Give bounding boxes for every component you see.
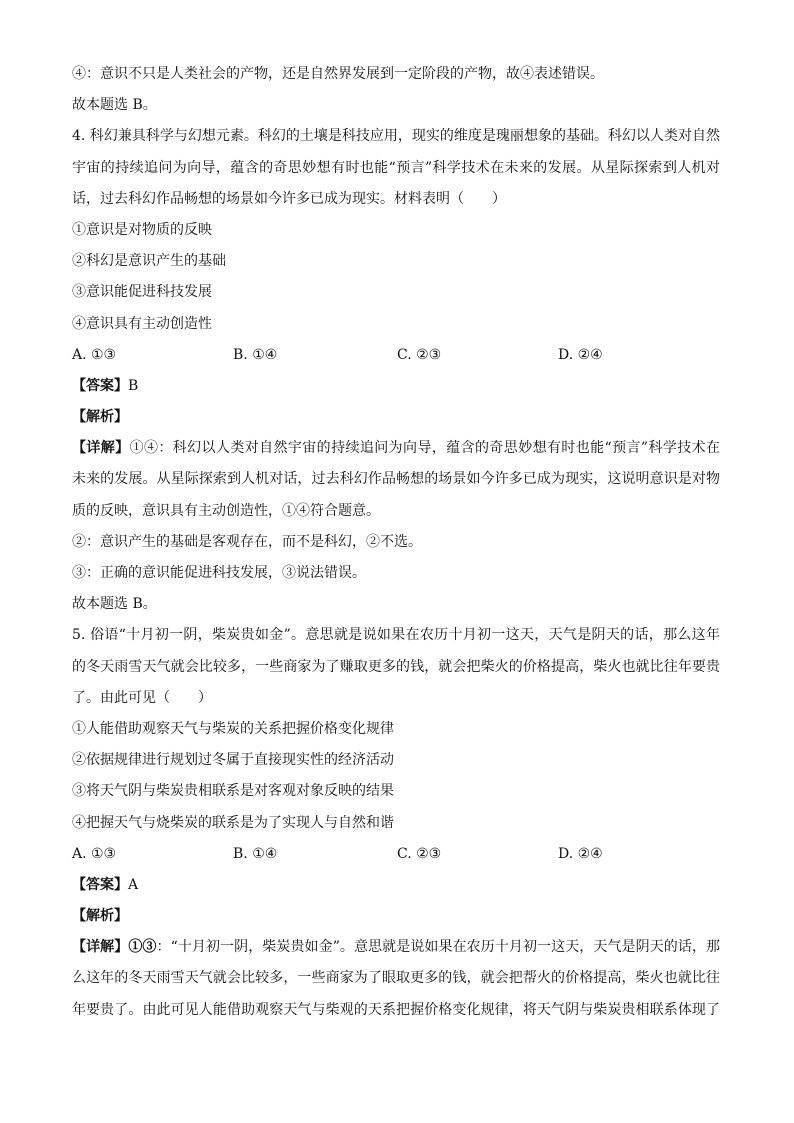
q5-analysis-tag: 【解析】: [72, 908, 128, 925]
q5-detail-text-1: ：“十月初一阴，柴炭贵如金”。意思就是说如果在农历十月初一这天，天气是阴天的话，那: [156, 939, 720, 956]
q5-statement-3: ③将天气阴与柴炭贵相联系是对客观对象反映的结果: [72, 783, 394, 800]
q5-stem-line-2: 的冬天雨雪天气就会比较多，一些商家为了赚取更多的钱，就会把柴火的价格提高，柴火也就比往年要贵: [72, 658, 720, 675]
q5-statement-2: ②依据规律进行规划过冬属于直接现实性的经济活动: [72, 752, 394, 769]
q4-note-3: ③：正确的意识能促进科技发展，③说法错误。: [72, 565, 366, 581]
q5-statement-4: ④把握天气与烧柴炭的联系是为了实现人与自然和谐: [72, 814, 394, 831]
q4-detail-line-1: [72, 433, 720, 464]
q4-answer-tag: 【答案】: [72, 377, 128, 394]
q4-analysis-tag: 【解析】: [72, 409, 128, 426]
q4-detail-tag: 【详解】: [72, 440, 130, 457]
q5-detail-line-2: 么这年的冬天雨雪天气就会比较多，一些商家为了眼取更多的钱，就会把帮火的价格提高，柴火也就比往: [72, 970, 720, 987]
q4-option-b: B. ①④: [233, 346, 278, 363]
q5-stem-line-1: 5. 俗语“十月初一阴，柴炭贵如金”。意思就是说如果在农历十月初一这天，天气是阴天的话，那么这年: [72, 627, 720, 644]
q4-statement-4: ④意识具有主动创造性: [72, 315, 212, 332]
q4-options: [72, 340, 720, 371]
q4-note-2: ②：意识产生的基础是客观存在，而不是科幻，②不选。: [72, 533, 422, 550]
q4-conclusion: 故本题选 B。: [72, 596, 157, 613]
q4-option-c: C. ②③: [397, 346, 442, 363]
q5-option-c: C. ②③: [397, 845, 442, 862]
q4-statement-1: ①意识是对物质的反映: [72, 221, 212, 238]
q4-option-d: D. ②④: [558, 346, 603, 363]
prev-statement-4-note: ④：意识不只是人类社会的产物，还是自然界发展到一定阶段的产物，故④表述错误。: [72, 66, 604, 82]
q4-stem-line-3: 话，过去科幻作品畅想的场景如今许多已成为现实。材料表明（ ）: [72, 190, 506, 207]
q5-statement-1: ①人能借助观察天气与柴炭的关系把握价格变化规律: [72, 720, 394, 737]
q4-option-a: A. ①③: [72, 346, 117, 363]
prev-conclusion: 故本题选 B。: [72, 97, 157, 114]
q5-detail-line-3: 年要贵了。由此可见人能借助观察天气与柴观的天系把握价格变化规律，将天气阴与柴炭贵相联系体现了: [72, 1001, 720, 1018]
q5-detail-line-1: [72, 932, 720, 963]
q4-stem-line-2: 宇宙的持续追问为向导，蕴含的奇思妙想有时也能“预言”科学技术在未来的发展。从星际探索到人机对: [72, 159, 720, 176]
q5-answer: [72, 870, 720, 901]
q4-answer-value: B: [128, 377, 139, 394]
q4-detail-text-1: ①④：科幻以人类对自然宇宙的持续追问为向导，蕴含的奇思妙想有时也能“预言”科学技术在: [129, 440, 720, 457]
q5-option-a: A. ①③: [72, 845, 117, 862]
q5-detail-tag: 【详解】: [72, 939, 129, 956]
q4-detail-line-2: 未来的发展。从星际探索到人机对话，过去科幻作品畅想的场景如今许多已成为现实，这说明意识是对物: [72, 471, 720, 488]
q4-detail-line-3: 质的反映，意识具有主动创造性，①④符合题意。: [72, 502, 380, 519]
q5-answer-value: A: [128, 876, 139, 893]
q5-options: [72, 839, 720, 870]
q5-answer-tag: 【答案】: [72, 876, 128, 893]
q5-option-d: D. ②④: [558, 845, 603, 862]
q4-answer: [72, 371, 720, 402]
q4-stem-line-1: 4. 科幻兼具科学与幻想元素。科幻的土壤是科技应用，现实的维度是瑰丽想象的基础。科幻以人类对自然: [72, 128, 720, 145]
q4-statement-3: ③意识能促进科技发展: [72, 284, 212, 301]
q4-statement-2: ②科幻是意识产生的基础: [72, 253, 226, 270]
q5-option-b: B. ①④: [233, 845, 278, 862]
q4-analysis: [72, 402, 720, 433]
q5-detail-marker: ①③: [128, 939, 157, 956]
q5-analysis: [72, 901, 720, 932]
q5-stem-line-3: 了。由此可见（ ）: [72, 689, 212, 706]
